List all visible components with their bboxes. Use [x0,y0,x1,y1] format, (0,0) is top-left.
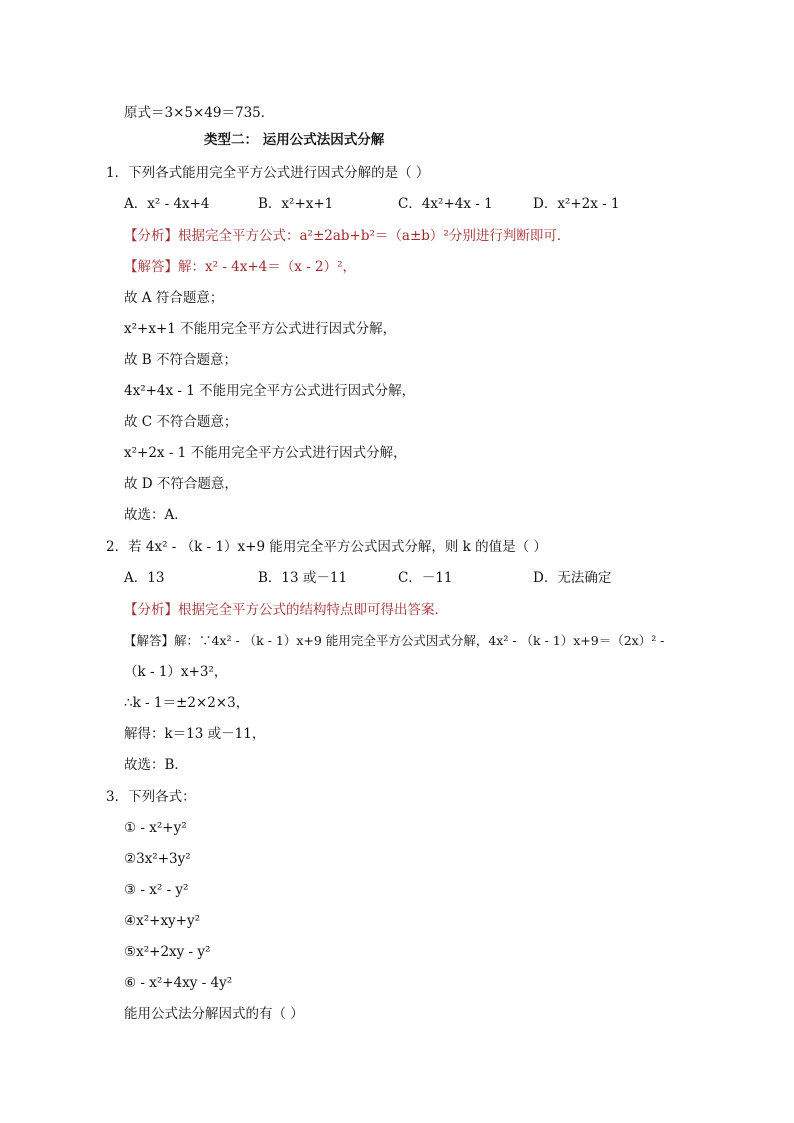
q1-line: 故 D 不符合题意， [124,476,238,492]
q1-line: 4x²+4x - 1 不能用完全平方公式进行因式分解， [124,383,416,399]
q1-line: x²+2x - 1 不能用完全平方公式进行因式分解， [124,445,407,461]
q2-answer: 【解答】解：∵4x² - （k - 1）x+9 能用完全平方公式因式分解，4x² - （k - 1）x+9＝（2x）² - [124,633,665,648]
q2-option-b: B．13 或－11 [258,570,348,586]
q2-option-d: D．无法确定 [533,570,612,586]
q1-line: 故选：A． [124,507,188,523]
q1-answer: 【解答】解：x² - 4x+4＝（x - 2）²， [124,259,357,275]
q1-option-a: A．x² - 4x+4 [124,196,210,212]
question-2-stem: 2．若 4x² - （k - 1）x+9 能用完全平方公式因式分解，则 k 的值是（ ） [106,539,547,555]
q1-line: 故 C 不符合题意； [124,414,238,430]
q1-option-b: B．x²+x+1 [258,196,334,212]
q2-analysis: 【分析】根据完全平方公式的结构特点即可得出答案． [124,602,448,618]
q1-analysis: 【分析】根据完全平方公式：a²±2ab+b²＝（a±b）²分别进行判断即可． [124,228,571,244]
question-1-stem: 1．下列各式能用完全平方公式进行因式分解的是（ ） [106,165,430,181]
q1-line: 故 B 不符合题意； [124,352,238,368]
q2-line: 故选：B． [124,757,188,773]
question-3-stem: 3．下列各式： [106,789,196,805]
q1-line: 故 A 符合题意； [124,290,224,306]
text-line: 原式＝3×5×49＝735． [124,105,275,121]
q2-line: ∴k - 1＝±2×2×3， [124,695,250,711]
q1-line: x²+x+1 不能用完全平方公式进行因式分解， [124,321,397,337]
q3-item: ②3x²+3y² [124,851,191,867]
q1-option-c: C．4x²+4x - 1 [398,196,493,212]
q1-option-d: D．x²+2x - 1 [533,196,620,212]
q3-item: ③ - x² - y² [124,882,189,898]
q3-item: ⑤x²+2xy - y² [124,944,211,960]
q2-option-a: A．13 [124,570,165,586]
section-heading: 类型二： 运用公式法因式分解 [204,132,385,148]
q2-answer-cont: （k - 1）x+3²， [124,664,228,680]
q3-item: ⑥ - x²+4xy - 4y² [124,975,233,991]
q2-option-c: C．－11 [398,570,453,586]
q2-line: 解得：k＝13 或－11， [124,726,266,742]
q3-question: 能用公式法分解因式的有（ ） [124,1006,304,1022]
q3-item: ① - x²+y² [124,820,187,836]
q3-item: ④x²+xy+y² [124,913,201,929]
